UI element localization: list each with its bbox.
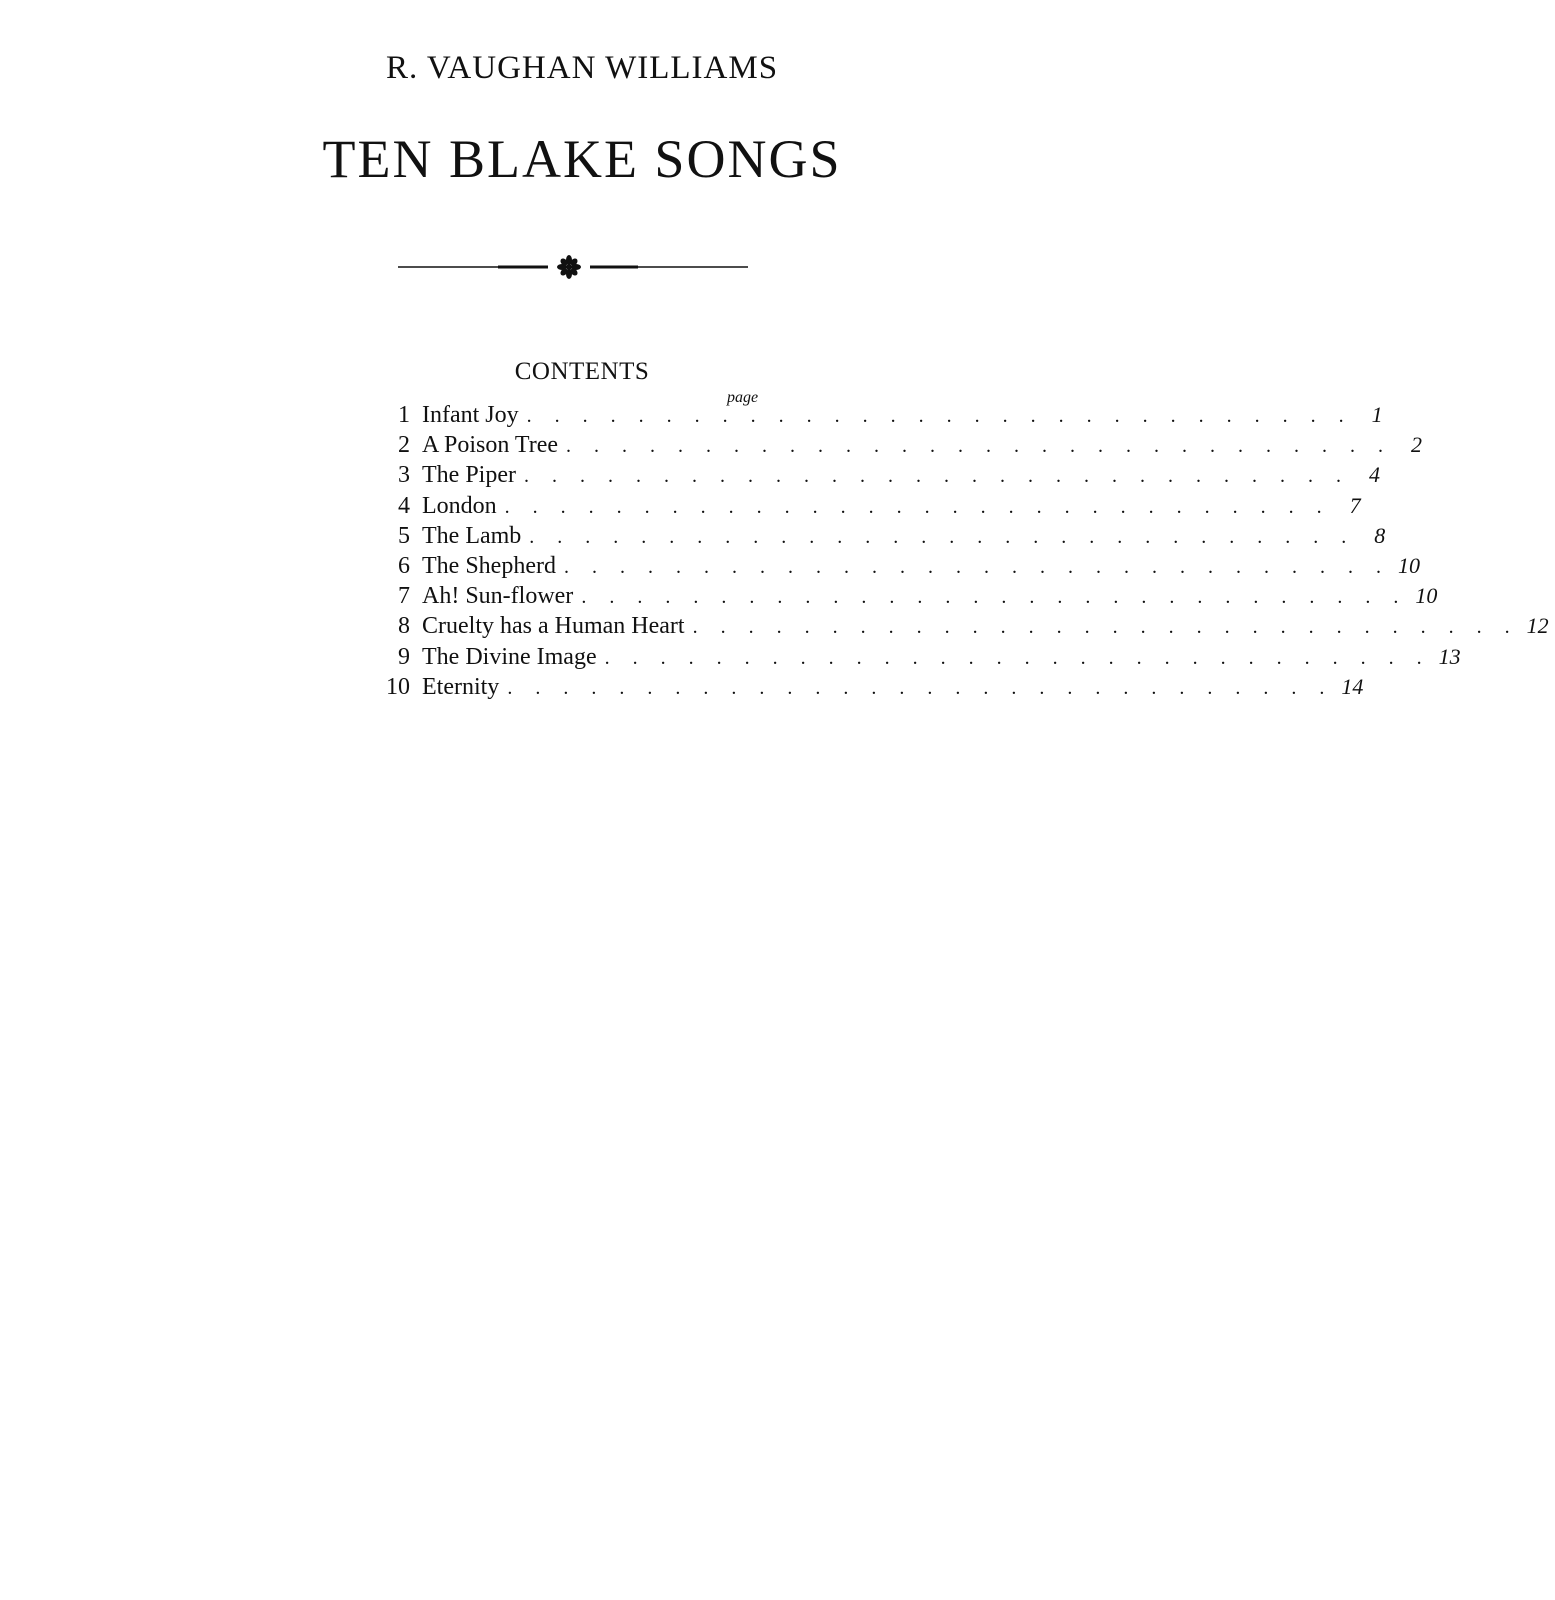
- flower-ornament-icon: [398, 252, 748, 282]
- toc-leader-dots: . . . . . . . . . . . . . . . . . . . . . . . . . . . . . .: [563, 555, 1390, 578]
- toc-entry-number: 6: [398, 552, 410, 579]
- toc-leader-dots: . . . . . . . . . . . . . . . . . . . . . . . . . . . . . .: [523, 465, 1350, 488]
- toc-entry-number: 7: [398, 583, 410, 610]
- toc-leader-dots: . . . . . . . . . . . . . . . . . . . . . . . . . . . . . .: [526, 405, 1353, 427]
- toc-entry-page: 10: [1397, 552, 1420, 578]
- table-of-contents: [384, 402, 1549, 704]
- toc-leader-dots: . . . . . . . . . . . . . . . . . . . . . . . . . . . . . .: [504, 495, 1331, 518]
- toc-entry: [384, 462, 1380, 492]
- toc-entry-title: Infant Joy: [422, 402, 519, 428]
- toc-leader-dots: . . . . . . . . . . . . . . . . . . . . . . . . . . . . . .: [507, 676, 1334, 699]
- toc-entry-title: A Poison Tree: [422, 432, 559, 459]
- toc-leader-dots: . . . . . . . . . . . . . . . . . . . . . . . . . . . . . .: [604, 646, 1431, 669]
- toc-entry: [384, 402, 1383, 432]
- toc-entry-number: 9: [398, 643, 410, 670]
- toc-entry-page: 13: [1438, 643, 1461, 669]
- toc-entry-page: 2: [1411, 432, 1423, 458]
- toc-entry: [384, 583, 1438, 613]
- toc-entry: [384, 643, 1461, 674]
- toc-entry-number: 3: [398, 462, 410, 489]
- toc-entry-title: London: [422, 492, 497, 519]
- toc-entry-page: 4: [1368, 462, 1380, 488]
- toc-entry: [384, 613, 1549, 643]
- toc-leader-dots: . . . . . . . . . . . . . . . . . . . . . . . . . . . . . .: [692, 616, 1519, 639]
- toc-entry-number: 8: [398, 613, 410, 640]
- toc-entry-title: Cruelty has a Human Heart: [422, 613, 685, 640]
- toc-entry-title: The Lamb: [422, 522, 522, 549]
- toc-entry: [384, 432, 1423, 462]
- toc-entry-title: Eternity: [422, 673, 500, 700]
- toc-entry-page: 14: [1341, 673, 1364, 699]
- toc-entry-number: 2: [398, 432, 410, 459]
- toc-entry-page: 12: [1526, 613, 1549, 639]
- toc-entry-number: 5: [398, 522, 410, 549]
- toc-leader-dots: . . . . . . . . . . . . . . . . . . . . . . . . . . . . . .: [566, 435, 1393, 458]
- toc-leader-dots: . . . . . . . . . . . . . . . . . . . . . . . . . . . . . .: [529, 525, 1356, 548]
- toc-entry-page: 1: [1371, 402, 1383, 427]
- toc-entry-title: The Piper: [422, 462, 516, 489]
- toc-entry: [384, 492, 1361, 523]
- toc-entry-title: The Shepherd: [422, 552, 556, 579]
- page-title: TEN BLAKE SONGS: [322, 129, 842, 189]
- page-column-label: page: [727, 389, 759, 406]
- toc-entry: [384, 552, 1420, 583]
- contents-heading: CONTENTS: [514, 358, 650, 385]
- toc-entry-title: The Divine Image: [422, 643, 597, 670]
- toc-entry-page: 8: [1374, 522, 1386, 548]
- toc-entry-number: 1: [398, 402, 410, 428]
- toc-entry-page: 10: [1415, 583, 1438, 609]
- composer-name: R. VAUGHAN WILLIAMS: [385, 50, 779, 86]
- toc-entry-page: 7: [1349, 492, 1361, 518]
- toc-entry: [384, 673, 1364, 704]
- toc-entry-number: 4: [398, 492, 410, 519]
- toc-leader-dots: . . . . . . . . . . . . . . . . . . . . . . . . . . . . . .: [581, 586, 1408, 609]
- toc-entry-title: Ah! Sun-flower: [422, 583, 574, 610]
- toc-entry-number: 10: [386, 673, 410, 700]
- toc-entry: [384, 522, 1386, 553]
